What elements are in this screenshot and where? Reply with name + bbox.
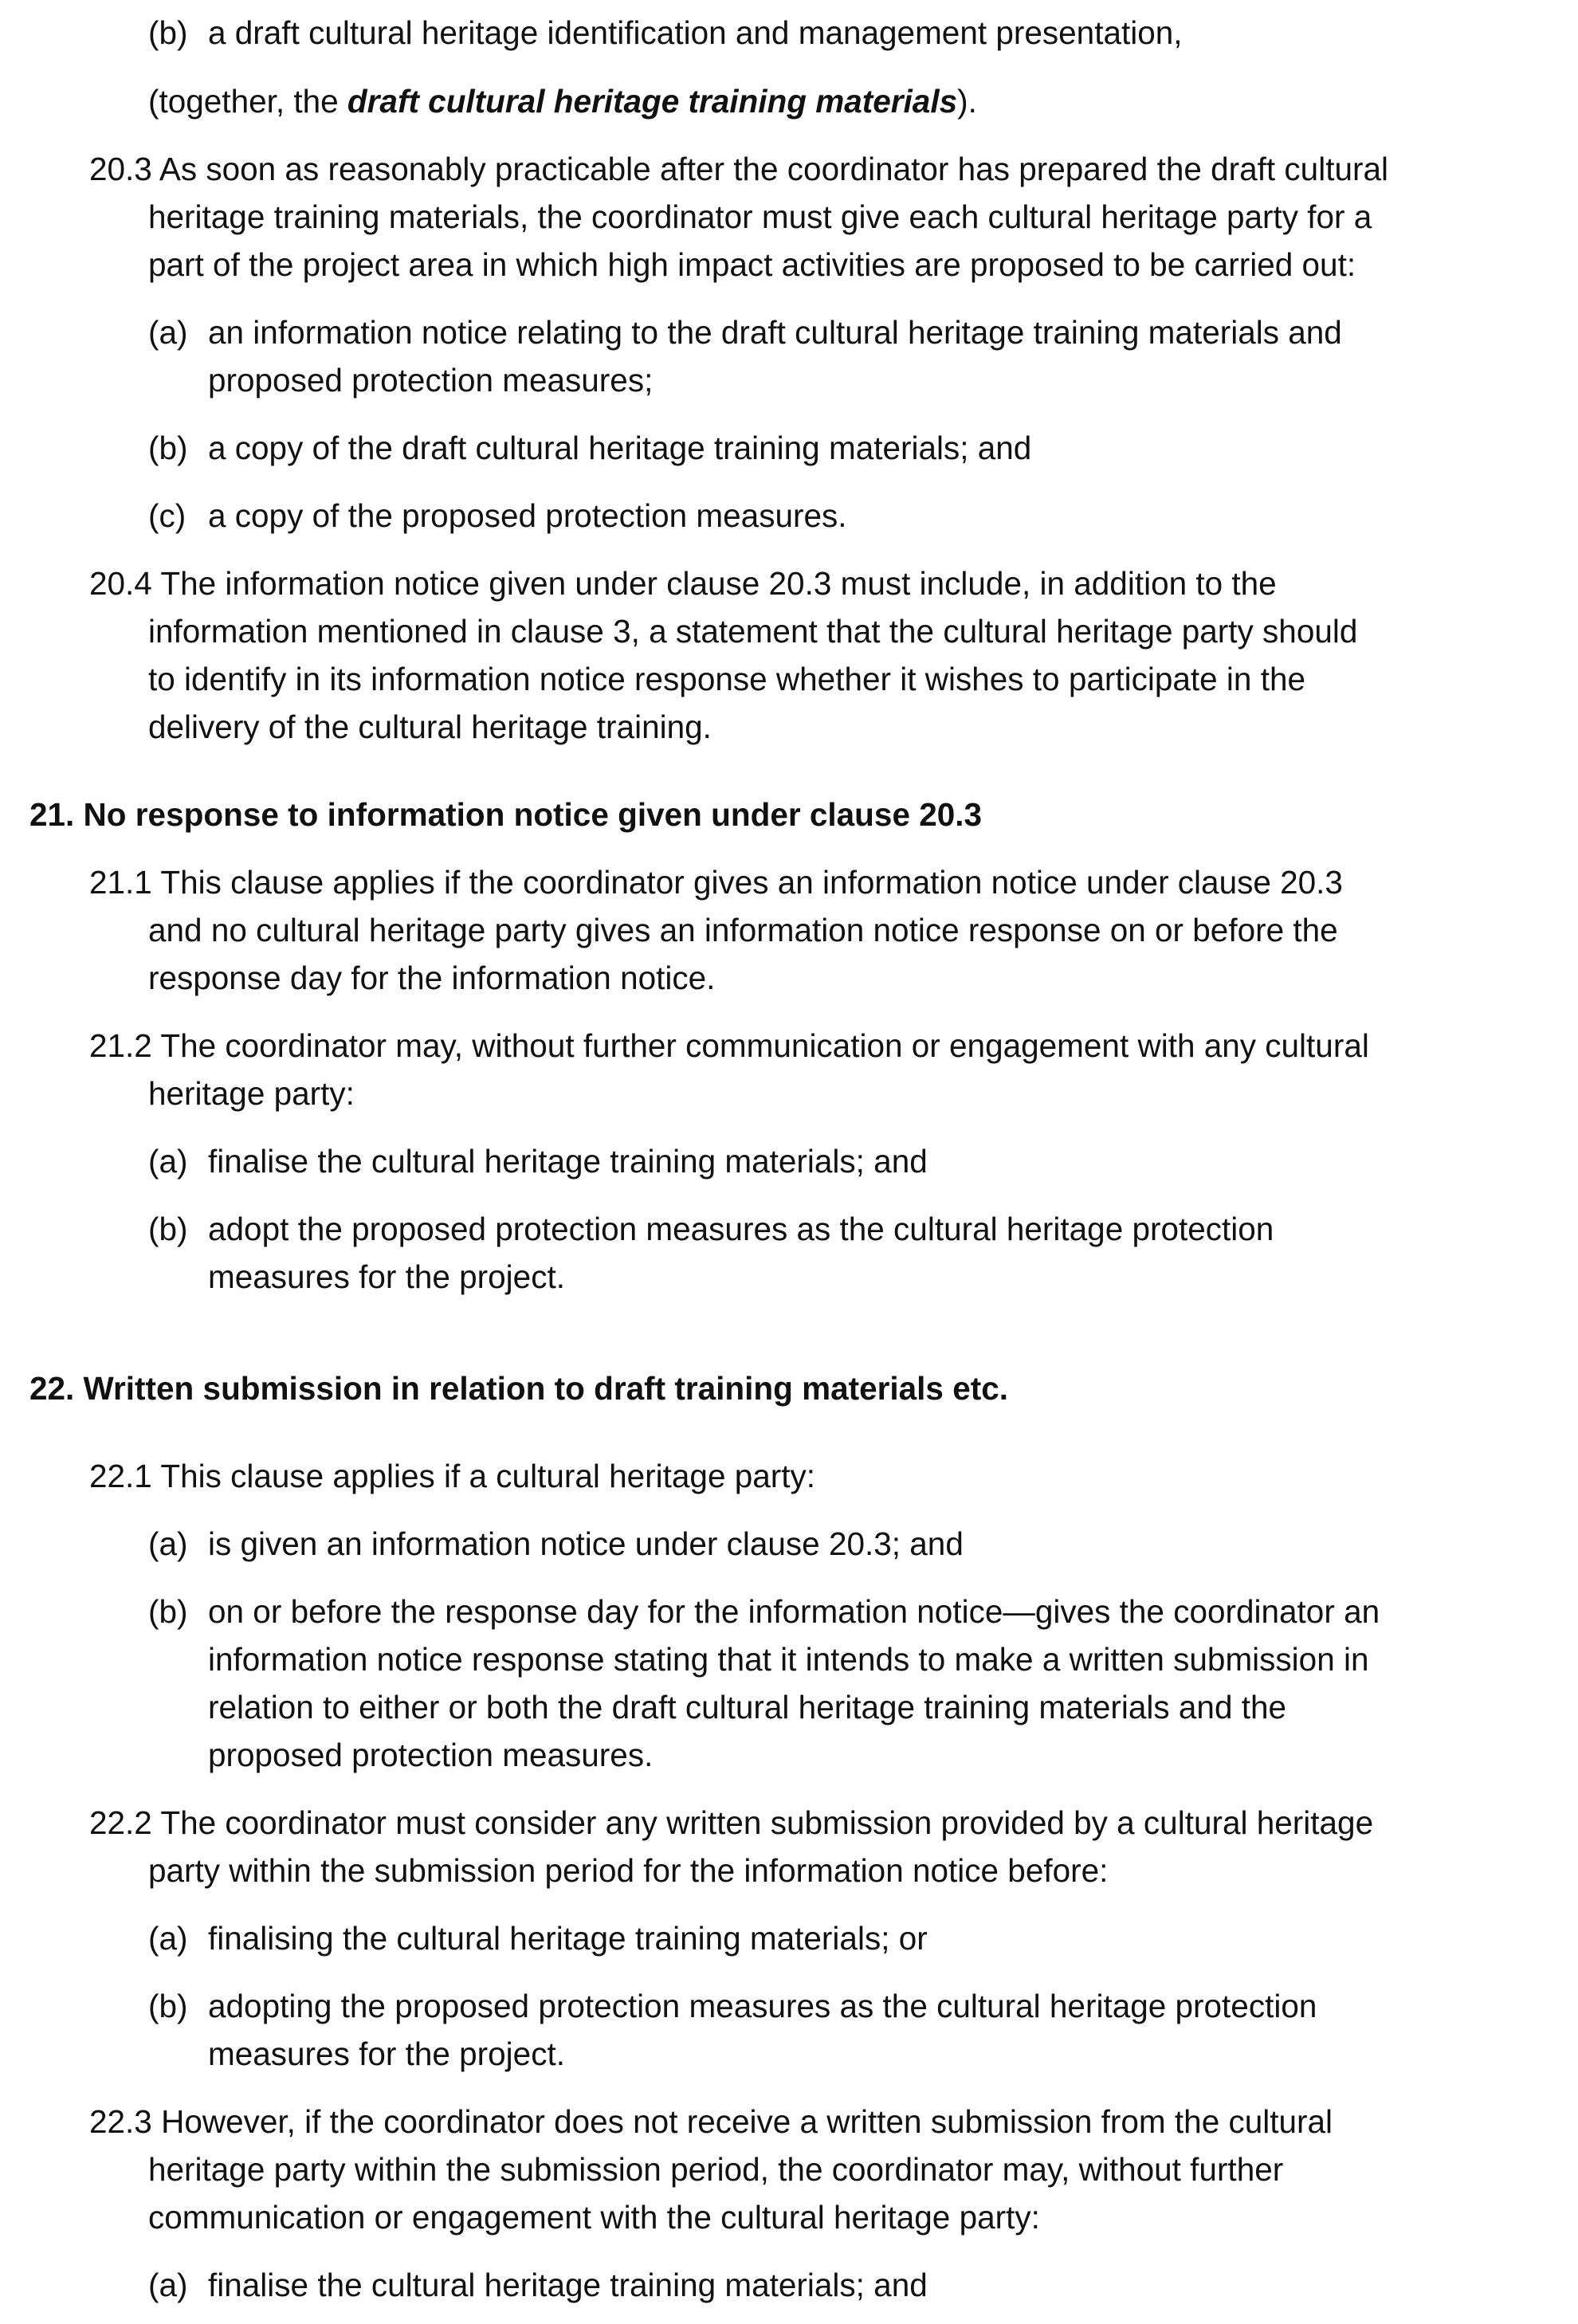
item-text: adopting the proposed protection measures as the cultural heritage protection [208,1988,1317,2024]
clause-22-2-item-a [148,1919,928,1957]
item-text: a copy of the proposed protection measures. [208,497,847,534]
clause-21-1-line-3: response day for the information notice. [148,960,716,996]
clause-22-3-line-2: heritage party within the submission period, the coordinator may, without further [148,2151,1284,2188]
clause-22-1-line-1: 22.1 This clause applies if a cultural heritage party: [89,1458,816,1494]
item-label: (c) [148,497,186,534]
section-22-heading: 22. Written submission in relation to draft training materials etc. [29,1370,1008,1407]
item-text: finalise the cultural heritage training materials; and [208,1143,928,1180]
clause-21-2-item-a [148,1142,928,1180]
item-label: (b) [148,1593,188,1630]
clause-22-2-item-b-line-2: measures for the project. [208,2035,565,2072]
clause-20-3-line-1: 20.3 As soon as reasonably practicable after the coordinator has prepared the draft cultural [89,151,1388,187]
together-pre: (together, the [148,83,347,120]
clause-21-2-line-1: 21.2 The coordinator may, without further communication or engagement with any cultural [89,1027,1369,1064]
clause-20-3-item-a [148,313,1342,351]
item-label: (a) [148,1920,188,1957]
section-21-heading: 21. No response to information notice given under clause 20.3 [29,796,983,833]
clause-22-2-line-2: party within the submission period for the information notice before: [148,1852,1109,1889]
clause-22-1-item-b-line-4: proposed protection measures. [208,1737,654,1773]
clause-20-3-item-c [148,497,846,535]
clause-20-3-line-2: heritage training materials, the coordinator must give each cultural heritage party for a [148,198,1372,235]
clause-22-1-item-b-line-2: information notice response stating that it intends to make a written submission in [208,1641,1369,1678]
defined-term: draft cultural heritage training materials [347,83,958,120]
together-definition [148,82,977,120]
clause-21-2-item-b [148,1210,1274,1248]
clause-22-1-item-a [148,1525,964,1563]
clause-22-2-item-b [148,1987,1317,2025]
item-text: finalise the cultural heritage training materials; and [208,2267,928,2303]
clause-21-2-item-b-line-2: measures for the project. [208,1258,565,1295]
clause-22-2-line-1: 22.2 The coordinator must consider any written submission provided by a cultural heritage [89,1804,1374,1841]
item-label: (a) [148,1525,188,1562]
together-post: ). [957,83,977,120]
clause-22-3-item-a [148,2266,928,2304]
clause-20-3-item-b [148,429,1031,467]
clause-21-1-line-1: 21.1 This clause applies if the coordinator gives an information notice under clause 20.3 [89,864,1343,901]
item-text: is given an information notice under clause 20.3; and [208,1525,964,1562]
clause-20-4-line-4: delivery of the cultural heritage training. [148,709,712,745]
clause-20-4-line-1: 20.4 The information notice given under clause 20.3 must include, in addition to the [89,565,1277,602]
clause-20-4-line-2: information mentioned in clause 3, a statement that the cultural heritage party should [148,613,1358,650]
item-text: on or before the response day for the information notice—gives the coordinator an [208,1593,1380,1630]
clause-22-3-line-3: communication or engagement with the cultural heritage party: [148,2199,1040,2236]
item-text: adopt the proposed protection measures as the cultural heritage protection [208,1211,1274,1247]
clause-21-1-line-2: and no cultural heritage party gives an information notice response on or before the [148,912,1338,948]
item-label: (a) [148,2267,188,2303]
list-item-b [148,14,1183,52]
item-label: (a) [148,1143,188,1180]
item-label: (a) [148,314,188,351]
clause-21-2-line-2: heritage party: [148,1075,355,1112]
clause-20-4-line-3: to identify in its information notice response whether it wishes to participate in the [148,661,1306,697]
clause-20-3-item-a-line-2: proposed protection measures; [208,362,654,398]
item-text: a copy of the draft cultural heritage training materials; and [208,430,1032,466]
clause-22-1-item-b [148,1592,1380,1631]
item-label: (b) [148,1211,188,1247]
item-text: finalising the cultural heritage training materials; or [208,1920,928,1957]
clause-22-1-item-b-line-3: relation to either or both the draft cultural heritage training materials and the [208,1689,1287,1725]
item-label: (b) [148,14,188,51]
item-label: (b) [148,430,188,466]
item-text: an information notice relating to the draft cultural heritage training materials and [208,314,1342,351]
item-label: (b) [148,1988,188,2024]
item-text: a draft cultural heritage identification and management presentation, [208,14,1183,51]
clause-22-3-line-1: 22.3 However, if the coordinator does not receive a written submission from the cultural [89,2103,1333,2140]
clause-20-3-line-3: part of the project area in which high impact activities are proposed to be carried out: [148,246,1356,283]
